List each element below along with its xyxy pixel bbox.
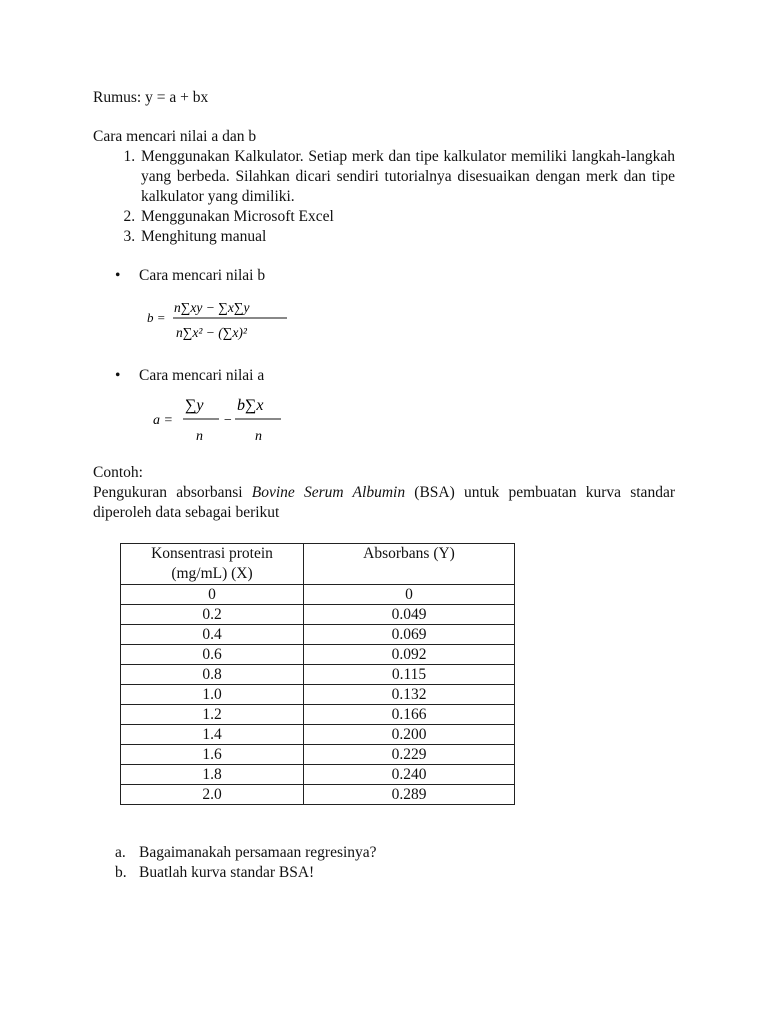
cell-concentration: 0.6 xyxy=(121,645,304,665)
formula-b xyxy=(145,292,675,350)
table-row xyxy=(121,685,515,705)
formula-b-lhs: b = xyxy=(147,310,166,325)
contoh-paragraph xyxy=(93,483,675,523)
bullet-b-list xyxy=(93,266,675,286)
cell-absorbance: 0.240 xyxy=(304,765,515,785)
method-list xyxy=(93,147,675,247)
cell-concentration: 1.8 xyxy=(121,765,304,785)
cell-absorbance: 0.229 xyxy=(304,745,515,765)
rumus-line: Rumus: y = a + bx xyxy=(93,89,209,106)
bullet-icon: • xyxy=(115,367,121,384)
table-row xyxy=(121,645,515,665)
formula-b-numerator: n∑xy − ∑x∑y xyxy=(174,300,250,315)
cell-concentration: 0 xyxy=(121,585,304,605)
cell-concentration: 1.0 xyxy=(121,685,304,705)
cell-absorbance: 0.132 xyxy=(304,685,515,705)
table-row xyxy=(121,625,515,645)
cell-absorbance: 0 xyxy=(304,585,515,605)
cell-absorbance: 0.092 xyxy=(304,645,515,665)
table-row xyxy=(121,765,515,785)
method-item-excel: 2. Menggunakan Microsoft Excel xyxy=(139,207,675,227)
cell-absorbance: 0.115 xyxy=(304,665,515,685)
formula-b-denominator: n∑x² − (∑x)² xyxy=(176,325,247,340)
table-row xyxy=(121,665,515,685)
question-b-text: Buatlah kurva standar BSA! xyxy=(139,864,315,881)
cell-concentration: 1.6 xyxy=(121,745,304,765)
table-row xyxy=(121,585,515,605)
formula-a-svg xyxy=(151,390,301,450)
table-body xyxy=(121,585,515,805)
data-table xyxy=(120,543,515,805)
bullet-a-list xyxy=(93,366,675,386)
cell-absorbance: 0.200 xyxy=(304,725,515,745)
question-a-marker: a. xyxy=(115,844,126,861)
cell-concentration: 1.4 xyxy=(121,725,304,745)
cell-concentration: 2.0 xyxy=(121,785,304,805)
formula-a-num2: b∑x xyxy=(237,397,264,414)
formula-a xyxy=(151,390,675,450)
method-item-manual: 3. Menghitung manual xyxy=(139,227,675,247)
question-list xyxy=(93,843,675,883)
table-row xyxy=(121,785,515,805)
formula-a-den1: n xyxy=(196,429,203,444)
table-header-row xyxy=(121,544,515,585)
table-row xyxy=(121,605,515,625)
cell-absorbance: 0.069 xyxy=(304,625,515,645)
cell-concentration: 0.2 xyxy=(121,605,304,625)
formula-b-svg xyxy=(145,292,305,350)
question-a xyxy=(93,843,675,863)
formula-a-lhs: a = xyxy=(153,413,173,428)
header-x-line2: (mg/mL) (X) xyxy=(171,565,253,582)
document-page xyxy=(93,88,675,883)
formula-a-minus: − xyxy=(223,413,233,428)
bullet-b-label: Cara mencari nilai b xyxy=(139,267,266,284)
formula-a-den2: n xyxy=(255,429,262,444)
header-absorbance: Absorbans (Y) xyxy=(304,544,515,585)
question-b-marker: b. xyxy=(115,864,127,881)
cell-absorbance: 0.166 xyxy=(304,705,515,725)
table-row xyxy=(121,705,515,725)
bullet-icon: • xyxy=(115,267,121,284)
question-a-text: Bagaimanakah persamaan regresinya? xyxy=(139,844,377,861)
contoh-title: Contoh: xyxy=(93,464,143,481)
cara-title: Cara mencari nilai a dan b xyxy=(93,128,257,145)
table-row xyxy=(121,745,515,765)
cell-concentration: 1.2 xyxy=(121,705,304,725)
contoh-italic: Bovine Serum Albumin xyxy=(251,484,406,501)
table-row xyxy=(121,725,515,745)
method-item-calculator: 1. Menggunakan Kalkulator. Setiap merk dan tipe kalkulator memiliki langkah-langkah yang berbeda. Silahkan dicari sendiri tutorialnya disesuaikan dengan merk dan tipe kalkulator yang dimiliki. xyxy=(139,147,675,207)
header-concentration xyxy=(121,544,304,585)
cell-concentration: 0.4 xyxy=(121,625,304,645)
cell-absorbance: 0.049 xyxy=(304,605,515,625)
cell-concentration: 0.8 xyxy=(121,665,304,685)
cell-absorbance: 0.289 xyxy=(304,785,515,805)
contoh-text-2: (BSA) untuk pembuatan kurva standar diperoleh data sebagai berikut xyxy=(93,484,675,521)
bullet-a xyxy=(93,366,675,386)
question-b xyxy=(93,863,675,883)
contoh-text-1: Pengukuran absorbansi xyxy=(93,484,252,501)
formula-a-num1: ∑y xyxy=(185,397,204,414)
bullet-a-label: Cara mencari nilai a xyxy=(139,367,265,384)
header-x-line1: Konsentrasi protein xyxy=(151,545,273,562)
bullet-b xyxy=(93,266,675,286)
